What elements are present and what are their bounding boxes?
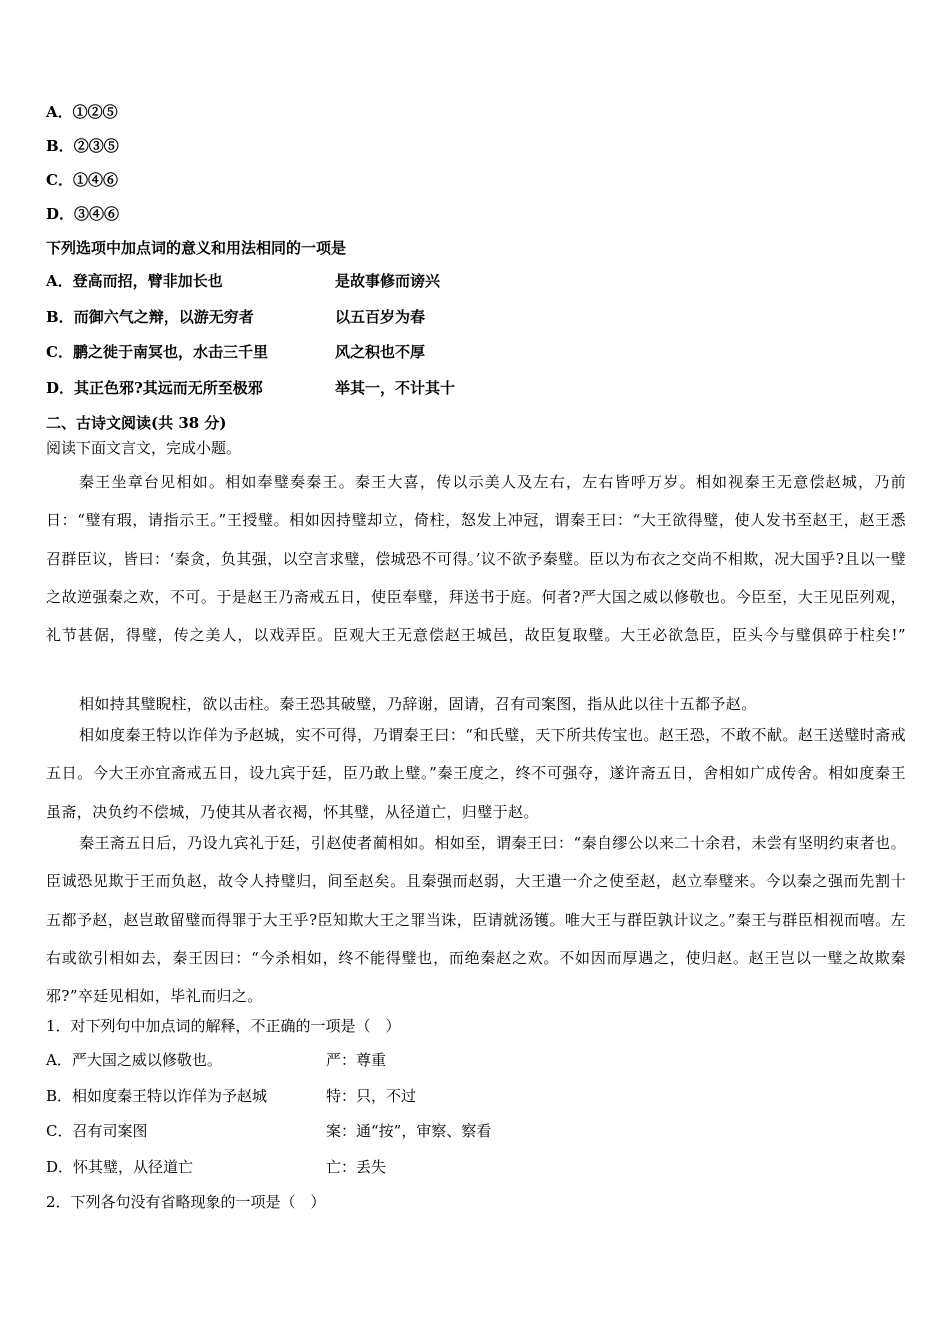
passage-paragraph-3: 相如度秦王特以诈佯为予赵城，实不可得，乃谓秦王曰：“和氏璧，天下所共传宝也。赵王恐，不敢不献。赵王送璧时斋戒五日。今大王亦宜斋戒五日，设九宾于廷，臣乃敢上璧。”秦王度之，终不可强夺，遂许斋五日，舍相如广成传舍。相如度秦王虽斋，决负约不偿城，乃使其从者衣褐，怀其璧，从径道亡，归璧于赵。 xyxy=(46,726,906,821)
word-option-b: B．而御六气之辩，以游无穷者 以五百岁为春 xyxy=(46,308,426,326)
passage-paragraph-2: 相如持其璧睨柱，欲以击柱。秦王恐其破璧，乃辞谢，固请，召有司案图，指从此以往十五都予赵。 xyxy=(79,695,757,713)
question-1-stem: 1．对下列句中加点词的解释，不正确的一项是（ ） xyxy=(46,1017,401,1035)
passage-paragraph-1: 秦王坐章台见相如。相如奉璧奏秦王。秦王大喜，传以示美人及左右，左右皆呼万岁。相如视秦王无意偿赵城，乃前日：“璧有瑕，请指示王。”王授璧。相如因持璧却立，倚柱，怒发上冲冠，谓秦王曰：“大王欲得璧，使人发书至赵王，赵王悉召群臣议，皆曰：‘秦贪，负其强，以空言求璧，偿城恐不可得。’议不欲予秦璧。臣以为布衣之交尚不相欺，况大国乎?且以一璧之故逆强秦之欢，不可。于是赵王乃斋戒五日，使臣奉璧，拜送书于庭。何者?严大国之威以修敬也。今臣至，大王见臣列观，礼节甚倨，得璧，传之美人，以戏弄臣。臣观大王无意偿赵王城邑，故臣复取璧。大王必欲急臣，臣头今与璧俱碎于柱矣!” xyxy=(46,473,906,645)
question-stem: 下列选项中加点词的意义和用法相同的一项是 xyxy=(46,239,347,257)
section-heading: 二、古诗文阅读(共 38 分) xyxy=(46,414,227,432)
word-option-a: A．登高而招，臂非加长也 是故事修而谤兴 xyxy=(46,272,441,290)
option-d: D．③④⑥ xyxy=(46,205,120,223)
option-c: C．①④⑥ xyxy=(46,171,118,189)
word-option-d: D．其正色邪?其远而无所至极邪 举其一，不计其十 xyxy=(46,379,456,397)
q1-option-b: B．相如度秦王特以诈佯为予赵城 特：只，不过 xyxy=(46,1087,417,1105)
question-2-stem: 2．下列各句没有省略现象的一项是（ ） xyxy=(46,1193,326,1211)
q1-option-c: C．召有司案图 案：通“按”，审察、察看 xyxy=(46,1122,492,1140)
option-b: B．②③⑤ xyxy=(46,137,119,155)
passage-paragraph-4: 秦王斋五日后，乃设九宾礼于廷，引赵使者蔺相如。相如至，谓秦王曰：“秦自缪公以来二十余君，未尝有坚明约束者也。臣诚恐见欺于王而负赵，故令人持璧归，间至赵矣。且秦强而赵弱，大王遣一介之使至赵，赵立奉璧来。今以秦之强而先割十五都予赵，赵岂敢留璧而得罪于大王乎?臣知欺大王之罪当诛，臣请就汤镬。唯大王与群臣孰计议之。”秦王与群臣相视而嘻。左右或欲引相如去，秦王因曰：“今杀相如，终不能得璧也，而绝秦赵之欢。不如因而厚遇之，使归赵。赵王岂以一璧之故欺秦邪?”卒廷见相如，毕礼而归之。 xyxy=(46,834,906,1006)
option-a: A．①②⑤ xyxy=(46,103,118,121)
q1-option-d: D．怀其璧，从径道亡 亡：丢失 xyxy=(46,1158,387,1176)
word-option-c: C．鹏之徙于南冥也，水击三千里 风之积也不厚 xyxy=(46,343,426,361)
q1-option-a: A．严大国之威以修敬也。 严：尊重 xyxy=(46,1051,387,1069)
section-instruction: 阅读下面文言文，完成小题。 xyxy=(46,439,242,457)
